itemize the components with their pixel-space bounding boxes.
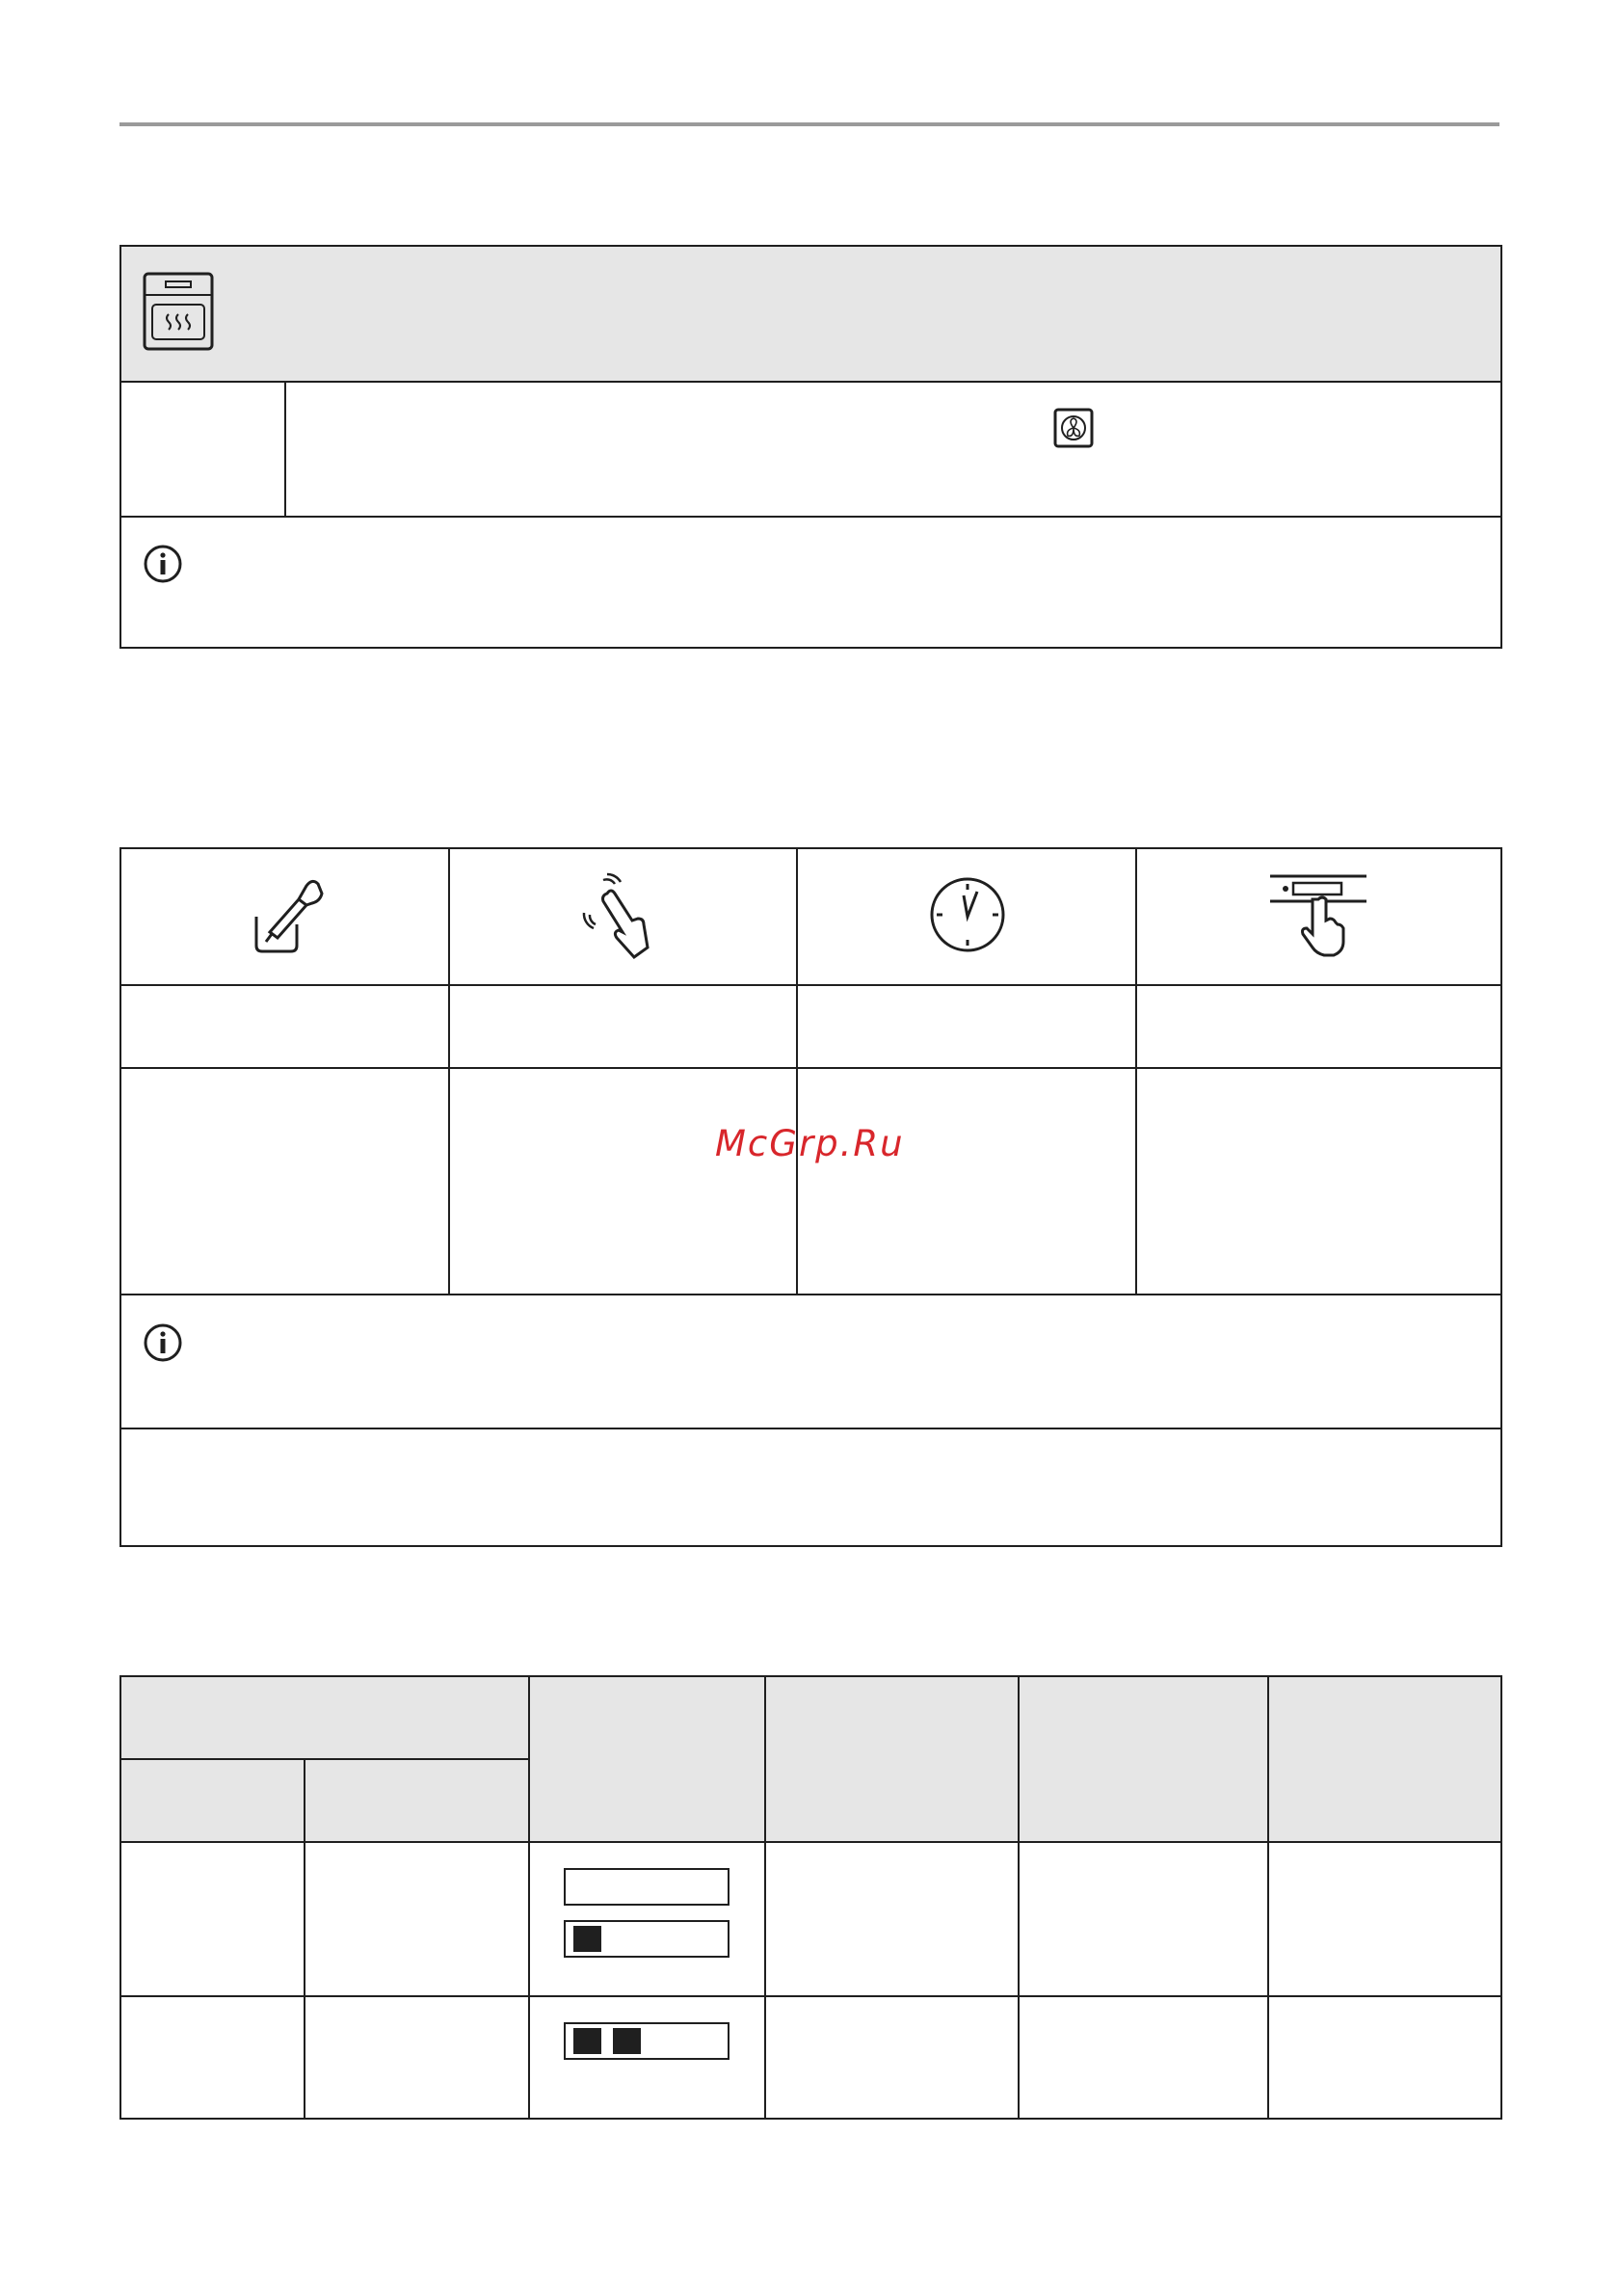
- clock-icon: [929, 876, 1006, 953]
- heating-function-table: [119, 245, 1502, 649]
- level-bar-empty: [564, 1868, 729, 1906]
- hand-cleaning-icon: [249, 874, 326, 957]
- press-display-icon: [1268, 874, 1368, 959]
- info-icon: [143, 544, 183, 584]
- top-rule: [119, 122, 1499, 126]
- table-header: [121, 247, 1500, 382]
- oven-heat-icon: [143, 272, 214, 351]
- fan-icon: [1053, 408, 1094, 448]
- level-bar-one-segment: [564, 1920, 729, 1958]
- level-bar-two-segments: [564, 2022, 729, 2060]
- watermark: McGrp.Ru: [715, 1123, 905, 1164]
- level-segment: [613, 2028, 641, 2054]
- info-icon: [143, 1322, 183, 1363]
- level-indicator-table: [119, 1675, 1502, 2120]
- touch-gesture-icon: [582, 872, 659, 959]
- level-segment: [573, 1926, 601, 1952]
- level-segment: [573, 2028, 601, 2054]
- cleaning-instructions-table: [119, 847, 1502, 1547]
